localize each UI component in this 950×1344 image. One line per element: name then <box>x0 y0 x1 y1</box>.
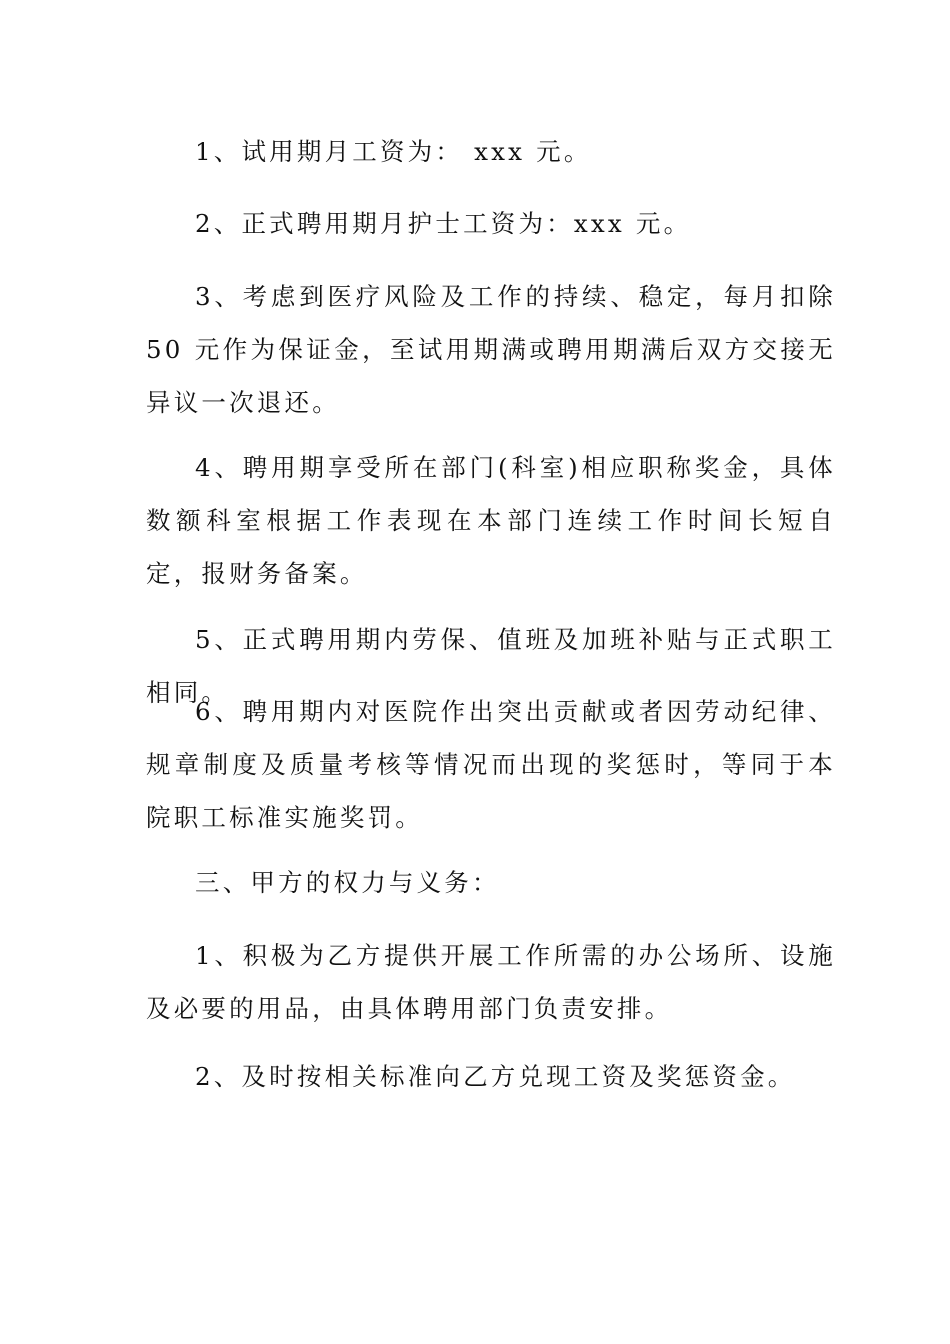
party-a-clause-2: 2、及时按相关标准向乙方兑现工资及奖惩资金。 <box>195 1062 796 1091</box>
clause-6-rewards-penalties: 6、聘用期内对医院作出突出贡献或者因劳动纪律、规章制度及质量考核等情况而出现的奖惩时，等同于本院职工标准实施奖罚。 <box>146 697 836 832</box>
clause-1-probation-salary: 1、试用期月工资为： xxx 元。 <box>195 137 592 166</box>
clause-2-formal-salary: 2、正式聘用期月护士工资为：xxx 元。 <box>195 209 692 238</box>
party-a-clause-1: 1、积极为乙方提供开展工作所需的办公场所、设施及必要的用品，由具体聘用部门负责安排。 <box>146 941 836 1023</box>
section-heading: 三、甲方的权力与义务： <box>195 868 500 897</box>
clause-3-deposit: 3、考虑到医疗风险及工作的持续、稳定，每月扣除 50 元作为保证金，至试用期满或聘用期满后双方交接无异议一次退还。 <box>146 282 836 417</box>
clause-4-bonus: 4、聘用期享受所在部门(科室)相应职称奖金，具体数额科室根据工作表现在本部门连续工作时间长短自定，报财务备案。 <box>146 453 836 588</box>
clause-5-allowance: 5、正式聘用期内劳保、值班及加班补贴与正式职工相同。 <box>146 625 836 707</box>
